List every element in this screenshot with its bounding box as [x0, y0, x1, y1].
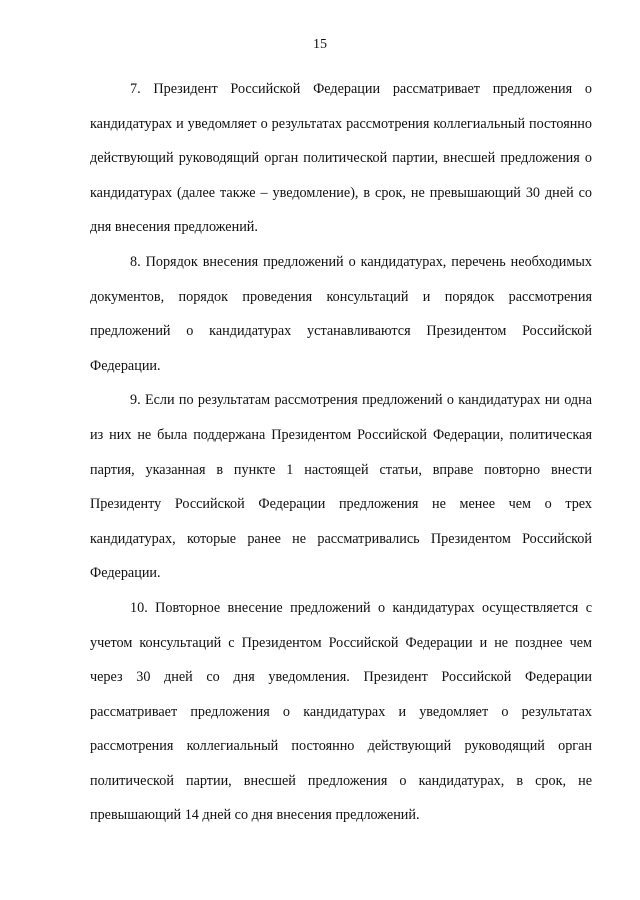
document-body	[90, 72, 592, 833]
paragraph-7: 7. Президент Российской Федерации рассматривает предложения о кандидатурах и уведомляет о результатах рассмотрения коллегиальный постоянно действующий руководящий орган политической партии, внесшей предложения о кандидатурах (далее также – уведомление), в срок, не превышающий 30 дней со дня внесения предложений.	[90, 81, 592, 236]
page-number: 15	[313, 37, 327, 52]
paragraph-10: 10. Повторное внесение предложений о кандидатурах осуществляется с учетом консультаций с Президентом Российской Федерации и не позднее чем через 30 дней со дня уведомления. Президент Российской Федерации рассматривает предложения о кандидатурах и уведомляет о результатах рассмотрения коллегиальный постоянно действующий руководящий орган политической партии, внесшей предложения о кандидатурах, в срок, не превышающий 14 дней со дня внесения предложений.	[90, 599, 592, 824]
paragraph-8: 8. Порядок внесения предложений о кандидатурах, перечень необходимых документов, порядок проведения консультаций и порядок рассмотрения предложений о кандидатурах устанавливаются Президентом Российской Федерации.	[90, 253, 592, 374]
paragraph-9: 9. Если по результатам рассмотрения предложений о кандидатурах ни одна из них не была поддержана Президентом Российской Федерации, политическая партия, указанная в пункте 1 настоящей статьи, вправе повторно внести Президенту Российской Федерации предложения не менее чем о трех кандидатурах, которые ранее не рассматривались Президентом Российской Федерации.	[90, 392, 592, 582]
